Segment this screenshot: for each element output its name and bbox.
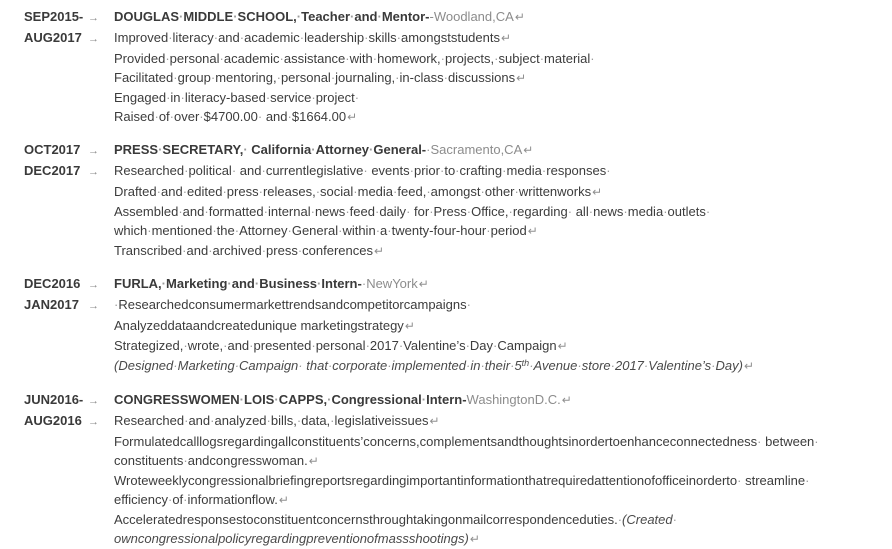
tab-arrow-icon: → bbox=[88, 395, 99, 407]
line-content bbox=[114, 107, 886, 127]
space-mark: · bbox=[239, 30, 245, 45]
line-content bbox=[114, 432, 886, 451]
space-mark: · bbox=[212, 223, 217, 238]
space-mark: · bbox=[208, 243, 213, 258]
line-break-icon: ↵ bbox=[561, 393, 572, 407]
space-mark: · bbox=[296, 9, 302, 24]
space-mark: · bbox=[395, 70, 400, 85]
line-text-segment: FURLA,·Marketing·and·Business·Intern- bbox=[114, 276, 362, 291]
date-label: JUN2016- bbox=[24, 392, 84, 407]
space-mark: · bbox=[330, 413, 335, 428]
space-mark: · bbox=[387, 358, 392, 373]
experience-entry bbox=[24, 140, 886, 261]
experience-line-row bbox=[24, 88, 886, 107]
space-mark: · bbox=[814, 434, 819, 449]
space-mark: · bbox=[183, 492, 188, 507]
line-break-icon: ↵ bbox=[374, 244, 385, 258]
line-content bbox=[114, 471, 886, 490]
line-break-icon: ↵ bbox=[514, 10, 525, 24]
space-mark: · bbox=[274, 392, 279, 407]
line-text-segment: Formulatedcalllogsregardingallconstituents’concerns,complementsandthoughtsinordertoenhanceconnectedness· between bbox=[114, 434, 815, 449]
space-mark: · bbox=[372, 51, 378, 66]
line-text-segment: Assembled·and·formatted·internal·news·feed·daily· for·Press·Office,·regarding· all·news·media·outlets bbox=[114, 204, 706, 219]
space-mark: · bbox=[409, 163, 414, 178]
space-mark: · bbox=[169, 109, 174, 124]
experience-line-row bbox=[24, 7, 886, 28]
line-text-segment: ·(Created bbox=[617, 512, 673, 527]
line-text-segment: Researched·political· and·currentlegislative· events·prior·to·crafting·media·responses bbox=[114, 163, 607, 178]
space-mark: · bbox=[266, 413, 271, 428]
space-mark: · bbox=[369, 142, 374, 157]
experience-line-row bbox=[24, 274, 886, 295]
space-mark: · bbox=[486, 223, 491, 238]
space-mark: · bbox=[161, 276, 167, 291]
space-mark: · bbox=[204, 204, 209, 219]
space-mark: · bbox=[705, 204, 711, 219]
space-mark: · bbox=[154, 109, 159, 124]
space-mark: · bbox=[298, 358, 303, 373]
space-mark: · bbox=[406, 204, 411, 219]
space-mark: · bbox=[231, 163, 237, 178]
line-break-icon: ↵ bbox=[743, 359, 754, 373]
experience-line-row bbox=[24, 241, 886, 261]
date-label: AUG2016 bbox=[24, 413, 82, 428]
space-mark: · bbox=[465, 358, 471, 373]
space-mark: · bbox=[345, 204, 350, 219]
tab-arrow-icon: → bbox=[88, 416, 99, 428]
space-mark: · bbox=[167, 492, 173, 507]
space-mark: · bbox=[261, 163, 266, 178]
space-mark: · bbox=[590, 51, 595, 66]
line-text-segment: Transcribed·and·archived·press·conferences bbox=[114, 243, 373, 258]
space-mark: · bbox=[261, 243, 267, 258]
space-mark: · bbox=[311, 142, 316, 157]
space-mark: · bbox=[199, 109, 204, 124]
line-content bbox=[114, 510, 886, 529]
space-mark: · bbox=[179, 9, 184, 24]
line-text-segment: Raised·of·over·$4700.00· and·$1664.00 bbox=[114, 109, 347, 124]
space-mark: · bbox=[178, 204, 183, 219]
space-mark: · bbox=[265, 90, 271, 105]
space-mark: · bbox=[158, 142, 163, 157]
space-mark: · bbox=[173, 70, 178, 85]
space-mark: · bbox=[440, 51, 446, 66]
experience-line-row bbox=[24, 432, 886, 451]
space-mark: · bbox=[426, 142, 431, 157]
line-text-segment: Drafted·and·edited·press·releases,·social·media·feed,·amongst·other·writtenworks bbox=[114, 184, 592, 199]
space-mark: · bbox=[315, 184, 321, 199]
line-break-icon: ↵ bbox=[523, 143, 534, 157]
space-mark: · bbox=[502, 163, 507, 178]
experience-line-row bbox=[24, 28, 886, 49]
space-mark: · bbox=[182, 184, 188, 199]
space-mark: · bbox=[219, 51, 224, 66]
space-mark: · bbox=[480, 358, 485, 373]
space-mark: · bbox=[421, 392, 427, 407]
space-mark: · bbox=[429, 204, 434, 219]
experience-line-row bbox=[24, 316, 886, 336]
space-mark: · bbox=[311, 338, 316, 353]
tab-arrow-icon: → bbox=[88, 33, 99, 45]
space-mark: · bbox=[539, 51, 545, 66]
tab-arrow-icon: → bbox=[88, 145, 99, 157]
line-text-segment: WashingtonD.C. bbox=[466, 392, 561, 407]
line-break-icon: ↵ bbox=[557, 339, 568, 353]
line-text-segment: which·mentioned·the·Attorney·General·within·a·twenty-four-hour·period bbox=[114, 223, 527, 238]
experience-line-row bbox=[24, 390, 886, 411]
space-mark: · bbox=[375, 223, 381, 238]
line-content bbox=[114, 49, 886, 68]
space-mark: · bbox=[147, 223, 152, 238]
line-text-segment: (Designed·Marketing·Campaign· that·corporate·implemented·in·their·5 bbox=[114, 358, 522, 373]
date-label: DEC2016 bbox=[24, 276, 81, 291]
space-mark: · bbox=[254, 276, 260, 291]
space-mark: · bbox=[643, 358, 649, 373]
line-break-icon: ↵ bbox=[404, 319, 415, 333]
space-mark: · bbox=[805, 473, 810, 488]
line-content bbox=[114, 316, 886, 336]
space-mark: · bbox=[249, 338, 254, 353]
line-text-segment: constituents·andcongresswoman. bbox=[114, 453, 308, 468]
line-text-segment: Researched·and·analyzed·bills,·data,·legislativeissues bbox=[114, 413, 429, 428]
space-mark: · bbox=[350, 9, 355, 24]
line-text-segment: th bbox=[521, 358, 530, 368]
line-text-segment: Provided·personal·academic·assistance·with·homework,·projects,·subject·material bbox=[114, 51, 591, 66]
space-mark: · bbox=[567, 204, 573, 219]
line-content bbox=[114, 274, 886, 294]
line-break-icon: ↵ bbox=[347, 110, 358, 124]
line-break-icon: ↵ bbox=[516, 71, 527, 85]
experience-line-row bbox=[24, 510, 886, 529]
experience-entries bbox=[24, 7, 886, 549]
space-mark: · bbox=[365, 338, 370, 353]
space-mark: · bbox=[466, 297, 471, 312]
line-content bbox=[114, 336, 886, 356]
line-content bbox=[114, 295, 886, 314]
space-mark: · bbox=[223, 338, 228, 353]
experience-line-row bbox=[24, 490, 886, 510]
line-text-segment: Acceleratedresponsestoconstituentconcernsthroughtakingonmailcorrespondenceduties. bbox=[114, 512, 618, 527]
date-label: SEP2015- bbox=[24, 9, 84, 24]
experience-entry bbox=[24, 274, 886, 377]
tab-arrow-icon: → bbox=[88, 300, 99, 312]
space-mark: · bbox=[327, 392, 332, 407]
experience-line-row bbox=[24, 107, 886, 127]
space-mark: · bbox=[239, 392, 245, 407]
space-mark: · bbox=[396, 30, 401, 45]
space-mark: · bbox=[234, 358, 240, 373]
space-mark: · bbox=[493, 338, 498, 353]
space-mark: · bbox=[243, 142, 248, 157]
line-break-icon: ↵ bbox=[527, 224, 538, 238]
space-mark: · bbox=[577, 358, 582, 373]
line-text-segment: Improved·literacy·and·academic·leadership·skills·amongststudents bbox=[114, 30, 500, 45]
space-mark: · bbox=[165, 51, 170, 66]
space-mark: · bbox=[672, 512, 677, 527]
space-mark: · bbox=[508, 204, 513, 219]
experience-line-row bbox=[24, 221, 886, 241]
line-content bbox=[114, 490, 886, 510]
date-label: DEC2017 bbox=[24, 163, 81, 178]
space-mark: · bbox=[297, 243, 303, 258]
line-content bbox=[114, 451, 886, 471]
date-label: JAN2017 bbox=[24, 297, 79, 312]
space-mark: · bbox=[180, 90, 185, 105]
space-mark: · bbox=[623, 204, 628, 219]
space-mark: · bbox=[361, 276, 367, 291]
line-text-segment: ·Avenue·store·2017·Valentine’s·Day) bbox=[529, 358, 743, 373]
line-content bbox=[114, 356, 886, 377]
line-text-segment: Engaged·in·literacy-based·service·project bbox=[114, 90, 355, 105]
space-mark: · bbox=[338, 223, 343, 238]
space-mark: · bbox=[222, 184, 227, 199]
space-mark: · bbox=[387, 223, 392, 238]
line-text-segment: -Woodland,CA bbox=[429, 9, 514, 24]
experience-line-row bbox=[24, 161, 886, 182]
line-content bbox=[114, 529, 886, 549]
space-mark: · bbox=[443, 70, 448, 85]
space-mark: · bbox=[617, 512, 623, 527]
experience-line-row bbox=[24, 140, 886, 161]
space-mark: · bbox=[606, 163, 611, 178]
experience-line-row bbox=[24, 336, 886, 356]
space-mark: · bbox=[480, 184, 485, 199]
line-text-segment: Wroteweeklycongressionalbriefingreportsregardingimportantinformationthatrequiredattentionofofficeinorderto· streamline bbox=[114, 473, 806, 488]
tab-arrow-icon: → bbox=[88, 166, 99, 178]
line-text-segment: Facilitated·group·mentoring,·personal·journaling,·in-class·discussions bbox=[114, 70, 516, 85]
experience-entry bbox=[24, 390, 886, 549]
space-mark: · bbox=[345, 51, 350, 66]
experience-line-row bbox=[24, 295, 886, 316]
line-break-icon: ↵ bbox=[429, 414, 440, 428]
experience-line-row bbox=[24, 471, 886, 490]
line-content bbox=[114, 28, 886, 48]
space-mark: · bbox=[398, 338, 404, 353]
experience-line-row bbox=[24, 451, 886, 471]
space-mark: · bbox=[514, 184, 519, 199]
space-mark: · bbox=[210, 70, 216, 85]
space-mark: · bbox=[296, 413, 302, 428]
date-label: AUG2017 bbox=[24, 30, 82, 45]
space-mark: · bbox=[711, 358, 716, 373]
space-mark: · bbox=[393, 184, 398, 199]
space-mark: · bbox=[213, 30, 219, 45]
space-mark: · bbox=[234, 223, 240, 238]
space-mark: · bbox=[184, 163, 189, 178]
line-break-icon: ↵ bbox=[592, 185, 603, 199]
line-text-segment: ·Sacramento,CA bbox=[426, 142, 523, 157]
line-text-segment: ·NewYork bbox=[361, 276, 418, 291]
line-text-segment: ·Researchedconsumermarkettrendsandcompetitorcampaigns bbox=[114, 297, 467, 312]
space-mark: · bbox=[310, 204, 315, 219]
space-mark: · bbox=[182, 243, 187, 258]
space-mark: · bbox=[299, 30, 305, 45]
space-mark: · bbox=[183, 453, 188, 468]
line-content bbox=[114, 7, 886, 27]
space-mark: · bbox=[663, 204, 668, 219]
line-break-icon: ↵ bbox=[500, 31, 512, 45]
space-mark: · bbox=[257, 109, 263, 124]
space-mark: · bbox=[757, 434, 762, 449]
experience-entry bbox=[24, 7, 886, 127]
space-mark: · bbox=[184, 413, 189, 428]
space-mark: · bbox=[455, 163, 460, 178]
line-text-segment: owncongressionalpolicyregardingpreventionofmassshootings) bbox=[114, 531, 469, 546]
tab-arrow-icon: → bbox=[88, 12, 99, 24]
line-content bbox=[114, 140, 886, 160]
space-mark: · bbox=[166, 90, 171, 105]
line-text-segment: PRESS·SECRETARY,· California·Attorney·General- bbox=[114, 142, 427, 157]
experience-line-row bbox=[24, 68, 886, 88]
space-mark: · bbox=[354, 90, 360, 105]
experience-line-row bbox=[24, 49, 886, 68]
space-mark: · bbox=[330, 70, 336, 85]
line-break-icon: ↵ bbox=[278, 493, 289, 507]
line-content bbox=[114, 241, 886, 261]
experience-line-row bbox=[24, 411, 886, 432]
space-mark: · bbox=[377, 9, 382, 24]
space-mark: · bbox=[737, 473, 742, 488]
line-content bbox=[114, 182, 886, 202]
line-text-segment: efficiency·of·informationflow. bbox=[114, 492, 278, 507]
experience-line-row bbox=[24, 356, 886, 377]
space-mark: · bbox=[588, 204, 594, 219]
experience-line-row bbox=[24, 529, 886, 549]
space-mark: · bbox=[279, 51, 284, 66]
line-content bbox=[114, 411, 886, 431]
experience-line-row bbox=[24, 182, 886, 202]
space-mark: · bbox=[353, 184, 358, 199]
line-content bbox=[114, 202, 886, 221]
space-mark: · bbox=[317, 276, 322, 291]
space-mark: · bbox=[426, 184, 431, 199]
space-mark: · bbox=[227, 276, 232, 291]
space-mark: · bbox=[287, 223, 292, 238]
space-mark: · bbox=[258, 184, 263, 199]
line-break-icon: ↵ bbox=[469, 532, 480, 546]
space-mark: · bbox=[327, 358, 333, 373]
experience-line-row bbox=[24, 202, 886, 221]
line-content bbox=[114, 390, 886, 410]
space-mark: · bbox=[114, 297, 119, 312]
space-mark: · bbox=[311, 90, 316, 105]
space-mark: · bbox=[233, 9, 238, 24]
line-content bbox=[114, 221, 886, 241]
space-mark: · bbox=[529, 358, 534, 373]
line-content bbox=[114, 161, 886, 180]
space-mark: · bbox=[173, 358, 178, 373]
line-content bbox=[114, 88, 886, 107]
space-mark: · bbox=[210, 413, 215, 428]
space-mark: · bbox=[263, 204, 268, 219]
space-mark: · bbox=[510, 358, 515, 373]
line-break-icon: ↵ bbox=[418, 277, 429, 291]
space-mark: · bbox=[439, 163, 445, 178]
space-mark: · bbox=[168, 30, 173, 45]
space-mark: · bbox=[183, 338, 188, 353]
space-mark: · bbox=[465, 338, 470, 353]
space-mark: · bbox=[156, 184, 161, 199]
space-mark: · bbox=[494, 51, 499, 66]
space-mark: · bbox=[541, 163, 547, 178]
space-mark: · bbox=[374, 204, 380, 219]
line-text-segment: Strategized,·wrote,·and·presented·personal·2017·Valentine’s·Day·Campaign bbox=[114, 338, 557, 353]
space-mark: · bbox=[364, 30, 369, 45]
space-mark: · bbox=[363, 163, 368, 178]
space-mark: · bbox=[287, 109, 292, 124]
line-break-icon: ↵ bbox=[308, 454, 319, 468]
tab-arrow-icon: → bbox=[88, 279, 99, 291]
space-mark: · bbox=[466, 204, 472, 219]
line-content bbox=[114, 68, 886, 88]
line-text-segment: DOUGLAS·MIDDLE·SCHOOL,·Teacher·and·Mentor- bbox=[114, 9, 430, 24]
space-mark: · bbox=[610, 358, 615, 373]
line-text-segment: CONGRESSWOMEN·LOIS·CAPPS,·Congressional·Intern- bbox=[114, 392, 467, 407]
space-mark: · bbox=[276, 70, 281, 85]
line-text-segment: Analyzeddataandcreatedunique marketingstrategy bbox=[114, 318, 404, 333]
date-label: OCT2017 bbox=[24, 142, 81, 157]
